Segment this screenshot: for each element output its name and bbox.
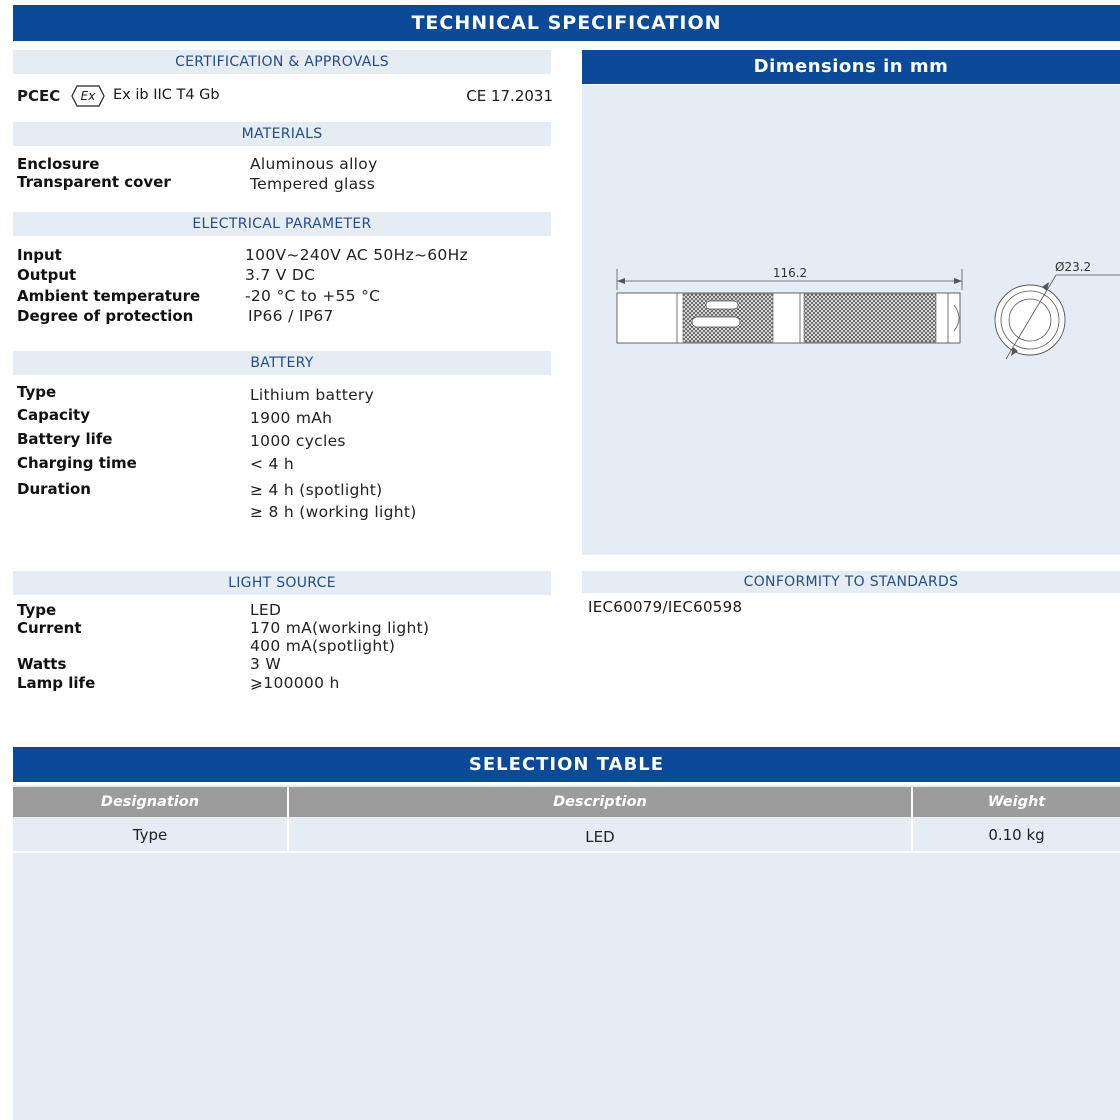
battery-label: Duration	[17, 480, 91, 498]
battery-label: Type	[17, 383, 57, 401]
column-divider	[287, 787, 289, 851]
materials-label: Transparent cover	[17, 173, 171, 191]
conformity-standards: IEC60079/IEC60598	[588, 598, 743, 616]
electrical-label: Output	[17, 266, 77, 284]
battery-value: 1000 cycles	[250, 432, 346, 450]
battery-value: 1900 mAh	[250, 409, 333, 427]
materials-value: Tempered glass	[250, 175, 376, 193]
electrical-label: Input	[17, 246, 62, 264]
battery-value: ≥ 4 h (spotlight)	[250, 481, 383, 499]
column-divider	[911, 787, 913, 851]
battery-label: Capacity	[17, 406, 90, 424]
battery-value: < 4 h	[250, 455, 295, 473]
battery-heading: BATTERY	[13, 351, 551, 375]
electrical-label: Ambient temperature	[17, 287, 201, 305]
column-header-weight: Weight	[913, 787, 1120, 817]
row-divider	[13, 851, 1120, 853]
dimensions-panel	[582, 85, 1120, 555]
conformity-heading: CONFORMITY TO STANDARDS	[582, 571, 1120, 593]
pcec-brand: PCEC	[17, 87, 61, 105]
light-source-label: Current	[17, 619, 82, 637]
battery-value: ≥ 8 h (working light)	[250, 503, 417, 521]
svg-text:Ex: Ex	[80, 89, 96, 103]
materials-value: Aluminous alloy	[250, 155, 378, 173]
battery-label: Charging time	[17, 454, 137, 472]
light-source-value: 3 W	[250, 655, 282, 673]
dimensions-heading: Dimensions in mm	[582, 50, 1120, 84]
light-source-heading: LIGHT SOURCE	[13, 571, 551, 595]
selection-table-heading: SELECTION TABLE	[13, 747, 1120, 782]
length-dimension-label: 116.2	[772, 266, 808, 280]
light-source-label: Watts	[17, 655, 67, 673]
battery-label: Battery life	[17, 430, 113, 448]
flashlight-drawing	[582, 85, 1120, 555]
electrical-value: 100V~240V AC 50Hz~60Hz	[245, 246, 468, 264]
electrical-value: 3.7 V DC	[245, 266, 316, 284]
certificate-number: CE 17.2031	[466, 87, 553, 105]
table-cell-description: LED	[585, 828, 615, 846]
column-header-description: Description	[289, 787, 911, 817]
electrical-value: -20 °C to +55 °C	[245, 287, 381, 305]
materials-label: Enclosure	[17, 155, 100, 173]
certification-code: Ex ib IIC T4 Gb	[113, 87, 220, 103]
column-header-designation: Designation	[13, 787, 287, 817]
light-source-value: 170 mA(working light)	[250, 619, 430, 637]
certification-line	[17, 84, 553, 108]
light-source-value: LED	[250, 601, 282, 619]
electrical-heading: ELECTRICAL PARAMETER	[13, 212, 551, 236]
ex-mark-icon	[71, 84, 105, 108]
table-cell-weight: 0.10 kg	[988, 826, 1045, 844]
table-cell-designation: Type	[132, 826, 168, 844]
battery-value: Lithium battery	[250, 386, 375, 404]
diameter-dimension-label: Ø23.2	[1055, 260, 1092, 274]
electrical-label: Degree of protection	[17, 307, 194, 325]
light-source-value: 400 mA(spotlight)	[250, 637, 396, 655]
light-source-value: ⩾100000 h	[250, 674, 340, 692]
selection-table	[13, 785, 1120, 1120]
materials-heading: MATERIALS	[13, 122, 551, 146]
page-title: TECHNICAL SPECIFICATION	[13, 5, 1120, 41]
electrical-value: IP66 / IP67	[248, 307, 334, 325]
light-source-label: Type	[17, 601, 57, 619]
light-source-label: Lamp life	[17, 674, 96, 692]
certification-heading: CERTIFICATION & APPROVALS	[13, 50, 551, 74]
